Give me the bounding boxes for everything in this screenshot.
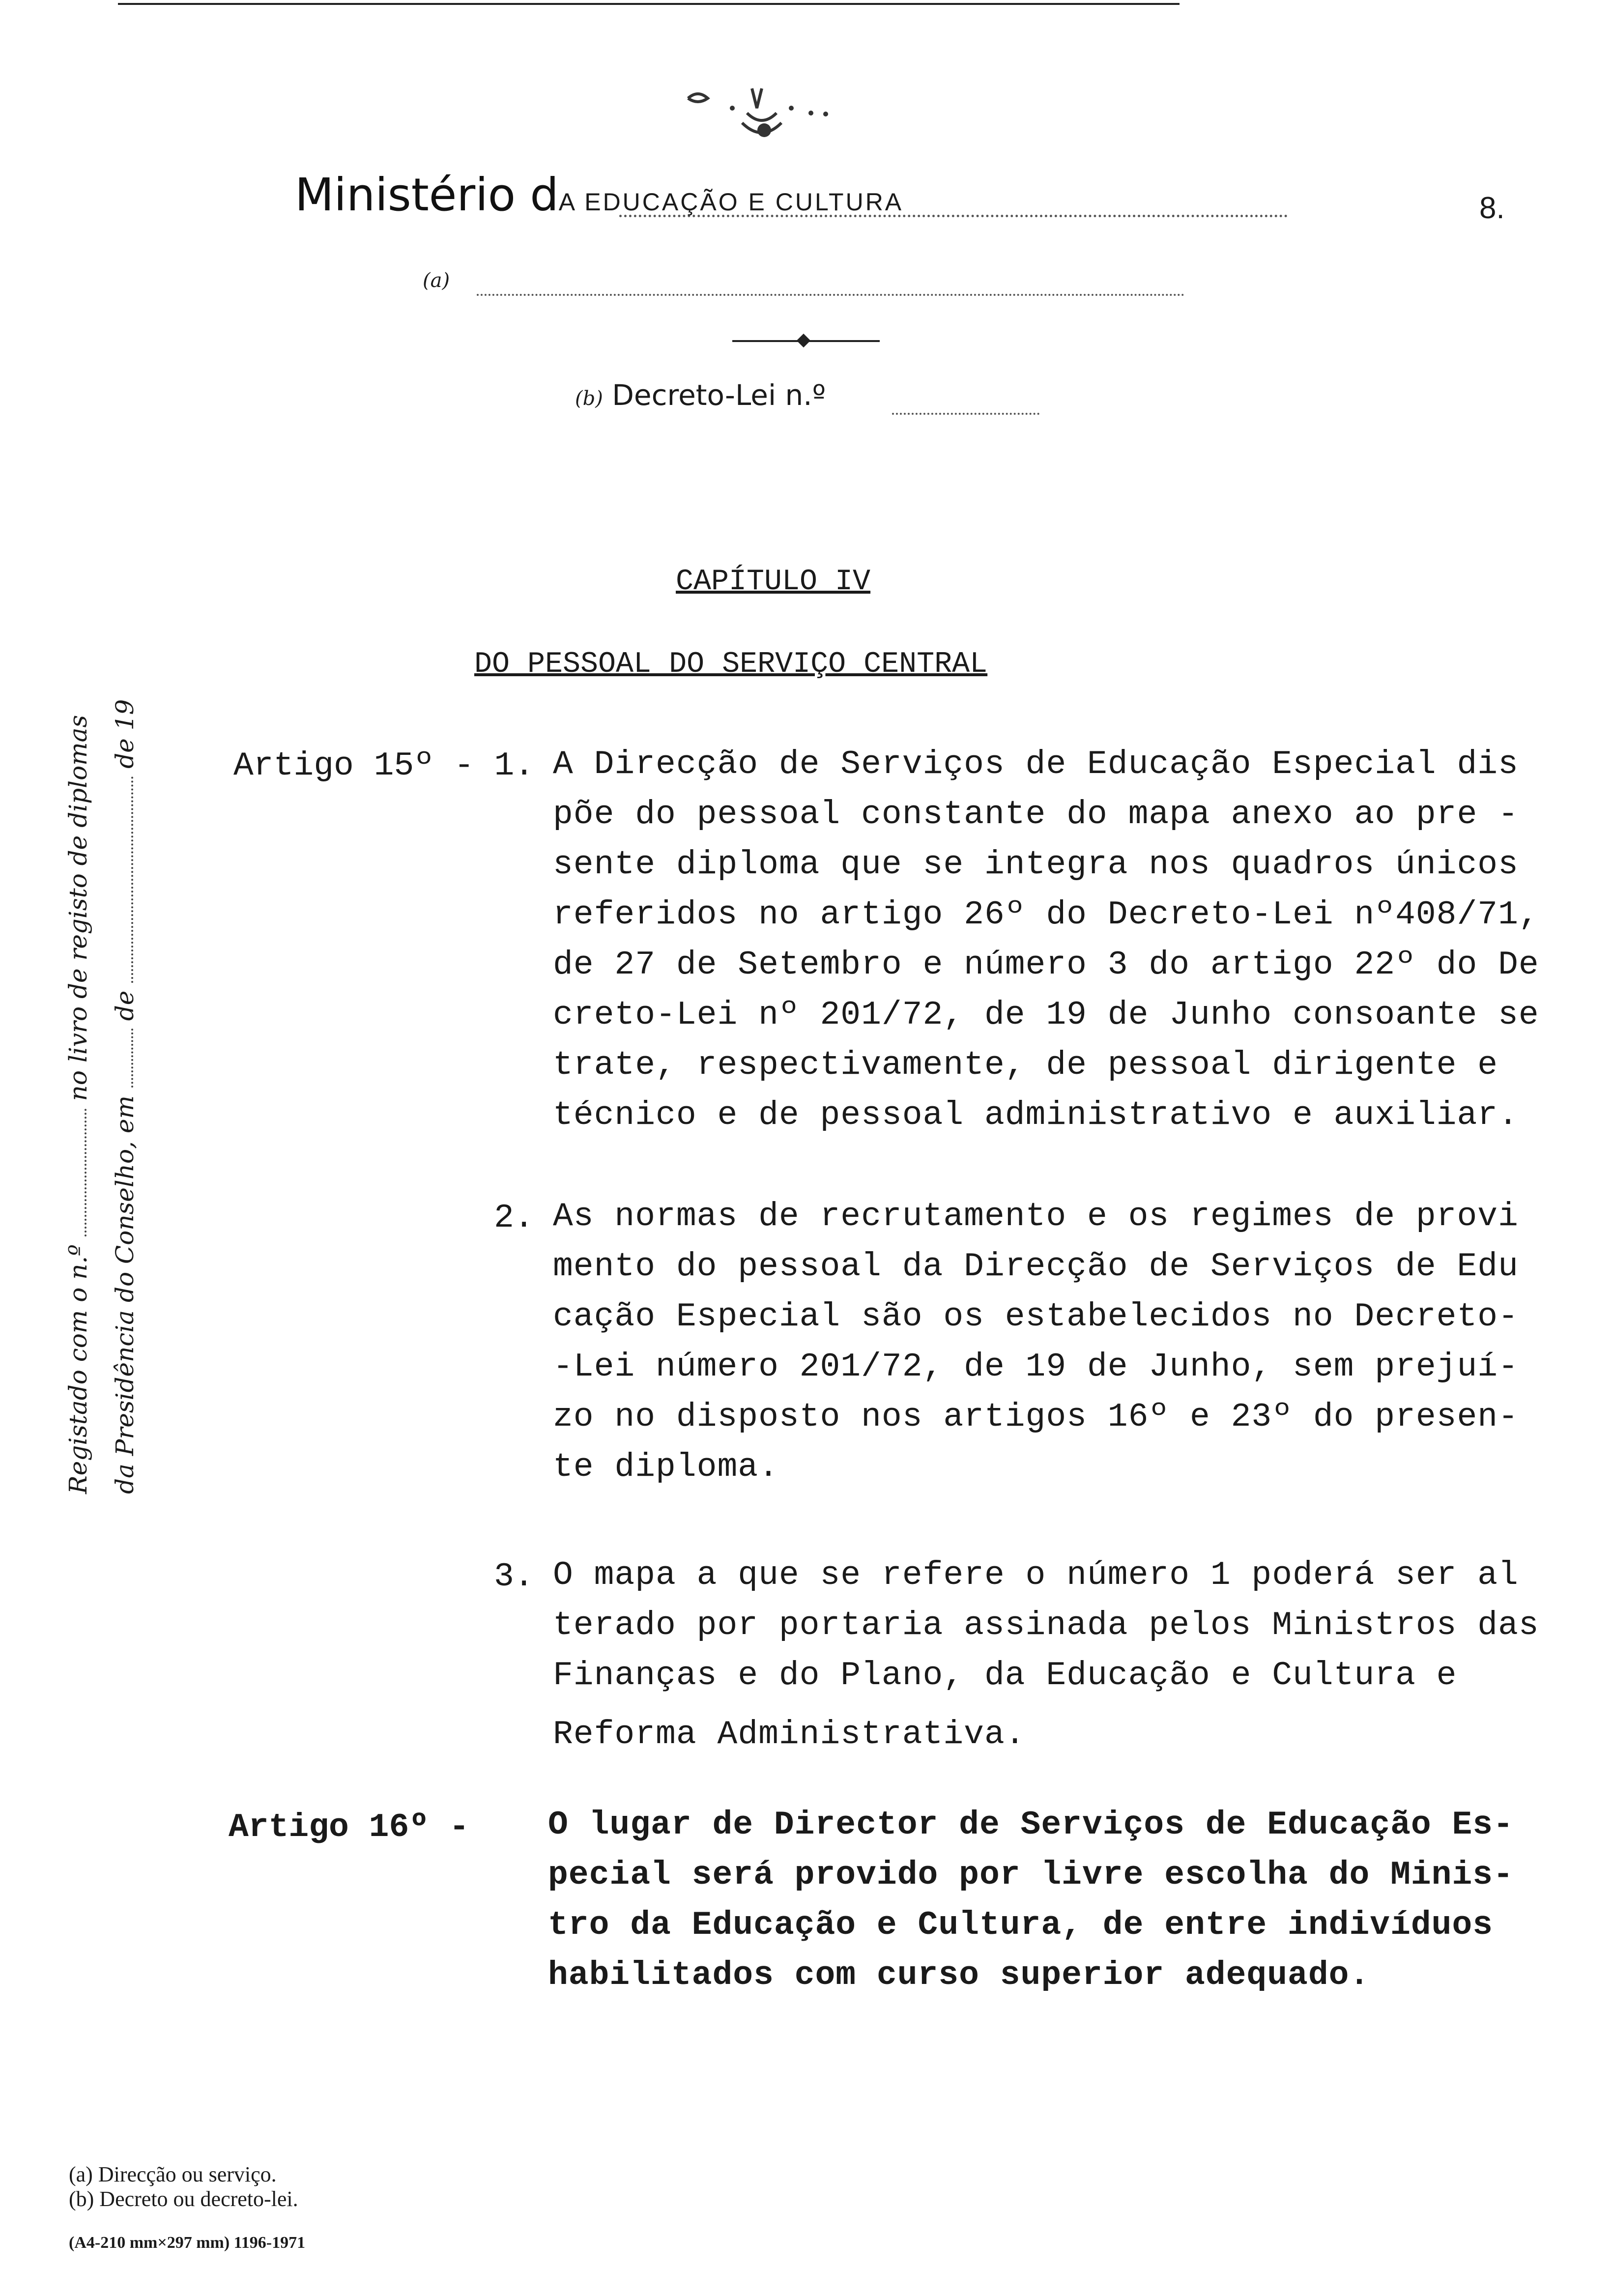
- text-line: Finanças e do Plano, da Educação e Cultura e: [553, 1657, 1457, 1694]
- ministry-heading: [295, 169, 1288, 230]
- footnotes: [69, 2162, 298, 2211]
- article-15-heading: Artigo 15º - 1.: [233, 747, 535, 785]
- ministry-label: Ministério d: [295, 169, 559, 221]
- article-15-paragraph-2: [553, 1192, 1519, 1492]
- chapter-title: CAPÍTULO IV: [676, 565, 871, 599]
- line-a-dotted-line: [477, 294, 1184, 296]
- decree-label: Decreto-Lei n.º: [612, 378, 826, 412]
- decree-line: [575, 378, 826, 412]
- footnote-b: (b) Decreto ou decreto-lei.: [69, 2187, 298, 2211]
- text-line: pecial será provido por livre escolha do Minis-: [548, 1856, 1514, 1894]
- divider-diamond-icon: [797, 334, 810, 347]
- footnote-a: (a) Direcção ou serviço.: [69, 2162, 277, 2186]
- text-line: As normas de recrutamento e os regimes de provi: [553, 1198, 1519, 1235]
- line-b-label: (b): [575, 387, 603, 410]
- registration-line-1: Registado com o n.º no livro de registo de diplomas: [64, 715, 92, 1494]
- text-line: O mapa a que se refere o número 1 poderá ser al: [553, 1556, 1519, 1594]
- ministry-name: A EDUCAÇÃO E CULTURA: [558, 188, 904, 216]
- text-line: de 27 de Setembro e número 3 do artigo 22º do De: [553, 946, 1539, 984]
- text-line: técnico e de pessoal administrativo e auxiliar.: [553, 1096, 1519, 1134]
- coat-of-arms-icon: [678, 79, 845, 147]
- text-line: sente diploma que se integra nos quadros únicos: [553, 846, 1519, 884]
- text-line: creto-Lei nº 201/72, de 19 de Junho consoante se: [553, 996, 1539, 1034]
- page-number: 8.: [1479, 191, 1505, 225]
- text-line: mento do pessoal da Direcção de Serviços de Edu: [553, 1248, 1519, 1286]
- text-line: -Lei número 201/72, de 19 de Junho, sem prejuí-: [553, 1348, 1519, 1386]
- text-line: terado por portaria assinada pelos Ministros das: [553, 1607, 1539, 1644]
- text-line: te diploma.: [553, 1448, 779, 1486]
- text-line: trate, respectivamente, de pessoal dirigente e: [553, 1046, 1498, 1084]
- text-line: Reforma Administrativa.: [553, 1716, 1026, 1753]
- text-line: O lugar de Director de Serviços de Educação Es-: [548, 1806, 1514, 1844]
- article-15-paragraph-3: [553, 1550, 1539, 1760]
- article-16-paragraph: [548, 1800, 1514, 2001]
- text-line: habilitados com curso superior adequado.: [548, 1956, 1370, 1994]
- section-title: DO PESSOAL DO SERVIÇO CENTRAL: [474, 648, 988, 681]
- decree-dotted-line: [892, 413, 1039, 415]
- paragraph-2-number: 2.: [494, 1199, 534, 1237]
- text-line: tro da Educação e Cultura, de entre indivíduos: [548, 1906, 1494, 1944]
- text-line: zo no disposto nos artigos 16º e 23º do presen-: [553, 1398, 1519, 1436]
- article-15-paragraph-1: [553, 740, 1539, 1141]
- paper-format: (A4-210 mm×297 mm) 1196-1971: [69, 2234, 306, 2252]
- article-16-heading: Artigo 16º -: [229, 1808, 469, 1846]
- text-line: põe do pessoal constante do mapa anexo ao pre -: [553, 796, 1519, 833]
- paragraph-3-number: 3.: [494, 1558, 534, 1596]
- registration-margin: [49, 595, 167, 1494]
- text-line: referidos no artigo 26º do Decreto-Lei nº408/71,: [553, 896, 1539, 934]
- text-line: A Direcção de Serviços de Educação Especial dis: [553, 746, 1519, 783]
- text-line: cação Especial são os estabelecidos no Decreto-: [553, 1298, 1519, 1336]
- line-a-label: (a): [423, 269, 450, 292]
- registration-line-2: da Presidência do Conselho, em de de 19: [111, 699, 139, 1494]
- top-rule: [118, 3, 1180, 5]
